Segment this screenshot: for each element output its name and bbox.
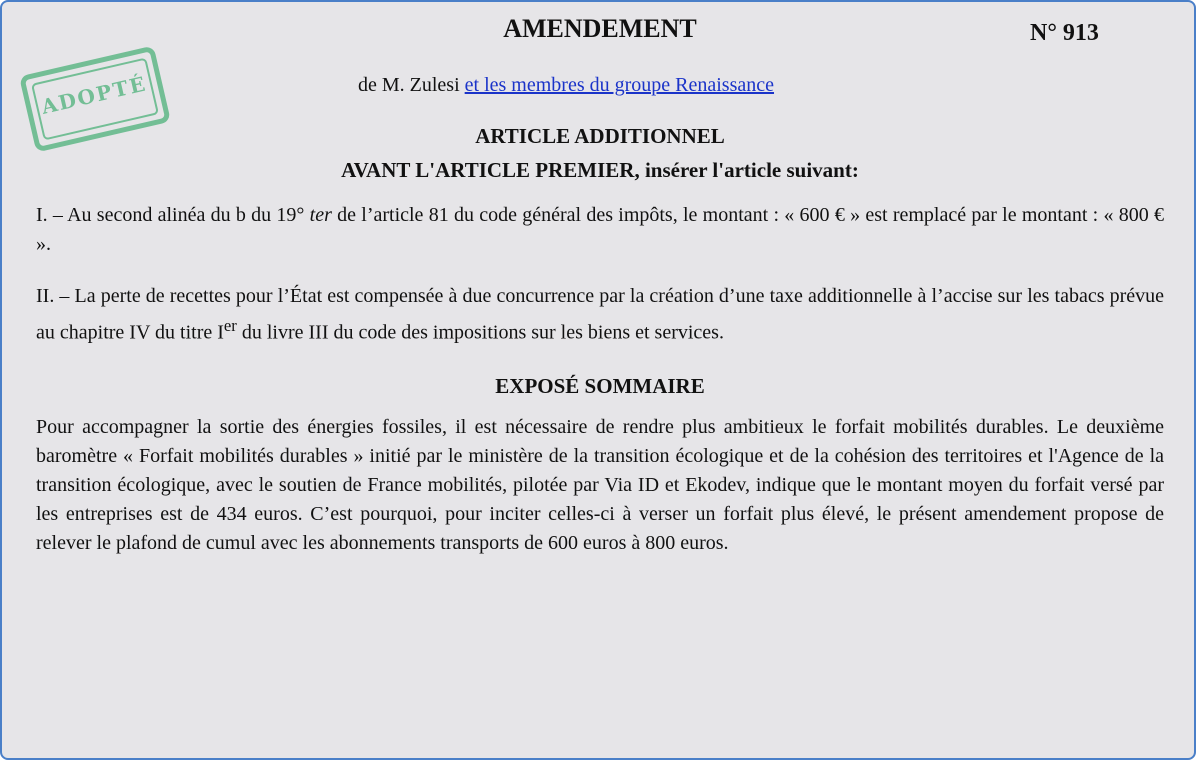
expose-paragraph: Pour accompagner la sortie des énergies fossiles, il est nécessaire de rendre plus ambitieux le forfait mobilités durables. Le deuxième baromètre « Forfait mobilités durables » initié par le ministère de la transition écologique et de la cohésion des territoires et l'Agence de la transition écologique, avec le soutien de France mobilités, pilotée par Via ID et Ekodev, indique que le montant moyen du forfait versé par les entreprises est de 434 euros. C’est pourquoi, pour inciter celles-ci à verser un forfait plus élevé, le présent amendement propose de relever le plafond de cumul avec les abonnements transports de 600 euros à 800 euros. — [36, 416, 1164, 554]
amendment-title: AMENDEMENT — [503, 14, 697, 43]
article-subheading: AVANT L'ARTICLE PREMIER, insérer l'article suivant: — [341, 158, 859, 182]
expose-heading: EXPOSÉ SOMMAIRE — [495, 374, 705, 398]
article-paragraph-1 — [36, 201, 1164, 259]
authors-prefix: de M. Zulesi — [358, 74, 465, 96]
para1-italic: ter — [309, 204, 332, 226]
para2-text-b: du livre III du code des impositions sur les biens et services. — [236, 321, 724, 344]
para2-text-a: II. – La perte de recettes pour l’État est compensée à due concurrence par la création d’une taxe additionnelle à l’accise sur les tabacs prévue au chapitre IV du titre I — [36, 285, 1164, 344]
article-heading: ARTICLE ADDITIONNEL — [475, 124, 725, 148]
amendment-number: N° 913 — [1030, 20, 1099, 46]
para1-text-a: I. – Au second alinéa du b du 19° — [36, 204, 310, 226]
para2-superscript: er — [223, 316, 237, 335]
stamp-text: ADOPTÉ — [39, 71, 150, 119]
article-paragraph-2 — [36, 282, 1164, 348]
authors-line — [358, 74, 774, 97]
group-link[interactable]: et les membres du groupe Renaissance — [464, 74, 775, 96]
para1-text-b: de l’article 81 du code général des impôts, le montant : « 600 € » est remplacé par le montant : « 800 € ». — [36, 204, 1164, 255]
